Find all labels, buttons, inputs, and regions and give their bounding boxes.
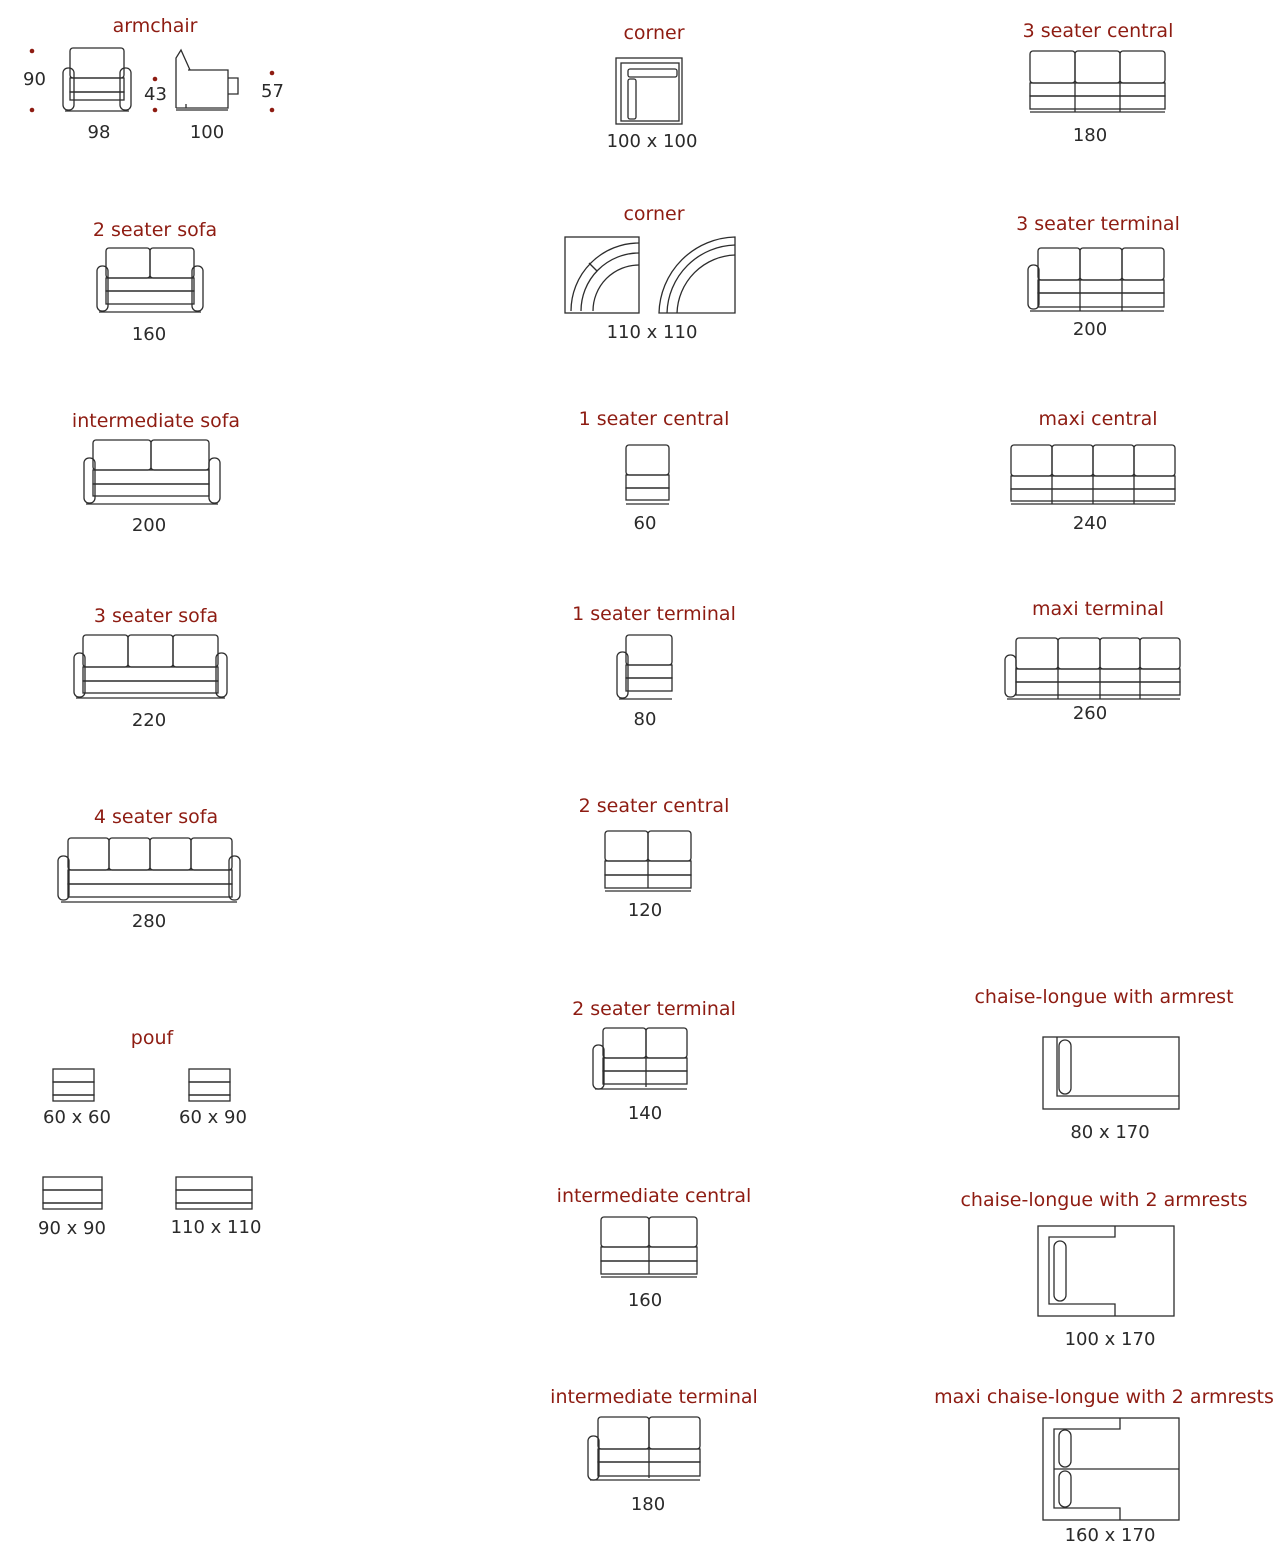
corner1-dim: 100 x 100 [606, 131, 698, 152]
chaise1-diagram [1042, 1036, 1182, 1112]
chaise-maxi-diagram [1042, 1417, 1182, 1523]
pouf-size-1: 60 x 60 [43, 1107, 111, 1128]
c1-central-dim: 60 [633, 513, 657, 534]
armchair-title: armchair [112, 15, 198, 37]
c1-terminal-dim: 80 [633, 709, 657, 730]
sofa4-diagram [57, 838, 243, 906]
armchair-measure-markers [0, 0, 300, 130]
maxi-central-diagram [1010, 444, 1178, 508]
chaise2-diagram [1037, 1225, 1177, 1319]
c3-terminal-diagram [1027, 247, 1167, 315]
int-terminal-title: intermediate terminal [550, 1386, 758, 1408]
c3-central-title: 3 seater central [1022, 20, 1174, 42]
maxi-terminal-title: maxi terminal [1031, 598, 1165, 620]
c3-central-diagram [1029, 50, 1167, 116]
armchair-arm-height-dim: 57 [261, 81, 284, 102]
maxi-terminal-diagram [1004, 637, 1184, 703]
chaise1-dim: 80 x 170 [1070, 1122, 1150, 1143]
chaise2-title: chaise-longue with 2 armrests [960, 1189, 1248, 1211]
sofa-int-diagram [83, 440, 223, 508]
maxi-central-dim: 240 [1072, 513, 1108, 534]
int-central-diagram [600, 1216, 700, 1280]
c2-terminal-diagram [592, 1027, 692, 1093]
c1-terminal-diagram [616, 634, 676, 702]
c3-terminal-title: 3 seater terminal [1016, 213, 1180, 235]
pouf-size-2: 60 x 90 [179, 1107, 247, 1128]
c3-central-dim: 180 [1072, 125, 1108, 146]
sofa4-dim: 280 [131, 911, 167, 932]
armchair-seat-height-dim: 43 [144, 84, 167, 105]
armchair-side-diagram [170, 48, 242, 112]
sofa2-diagram [96, 248, 206, 316]
sofa2-dim: 160 [131, 324, 167, 345]
chaise1-title: chaise-longue with armrest [974, 986, 1234, 1008]
maxi-terminal-dim: 260 [1072, 703, 1108, 724]
c2-central-diagram [604, 830, 694, 894]
sofa2-title: 2 seater sofa [92, 219, 218, 241]
int-central-dim: 160 [627, 1290, 663, 1311]
chaise-maxi-title: maxi chaise-longue with 2 armrests [934, 1386, 1274, 1408]
armchair-front-diagram [62, 48, 132, 114]
c2-terminal-title: 2 seater terminal [572, 998, 736, 1020]
pouf-size-3: 90 x 90 [38, 1218, 106, 1239]
sofa3-diagram [73, 635, 229, 701]
c2-terminal-dim: 140 [627, 1103, 663, 1124]
pouf-size-4: 110 x 110 [170, 1217, 262, 1238]
pouf-110x110-diagram [175, 1176, 254, 1211]
sofa3-title: 3 seater sofa [93, 605, 219, 627]
corner1-diagram [615, 57, 685, 127]
pouf-60x90-diagram [188, 1068, 232, 1103]
c1-terminal-title: 1 seater terminal [572, 603, 736, 625]
c3-terminal-dim: 200 [1072, 319, 1108, 340]
c1-central-title: 1 seater central [578, 408, 730, 430]
sofa-int-dim: 200 [131, 515, 167, 536]
pouf-60x60-diagram [52, 1068, 96, 1103]
int-terminal-diagram [587, 1416, 705, 1484]
c2-central-dim: 120 [627, 900, 663, 921]
corner2-title: corner [623, 203, 685, 225]
sofa4-title: 4 seater sofa [93, 806, 219, 828]
chaise-maxi-dim: 160 x 170 [1064, 1525, 1156, 1546]
pouf-90x90-diagram [42, 1176, 104, 1211]
sofa-int-title: intermediate sofa [71, 410, 241, 432]
corner1-title: corner [623, 22, 685, 44]
armchair-depth-dim: 100 [189, 122, 225, 143]
c2-central-title: 2 seater central [578, 795, 730, 817]
armchair-width-dim: 98 [87, 122, 111, 143]
pouf-title: pouf [130, 1027, 174, 1049]
int-central-title: intermediate central [556, 1185, 752, 1207]
sofa3-dim: 220 [131, 710, 167, 731]
c1-central-diagram [625, 444, 671, 506]
armchair-height-dim: 90 [23, 69, 46, 90]
maxi-central-title: maxi central [1038, 408, 1158, 430]
corner2-diagram [563, 235, 741, 317]
int-terminal-dim: 180 [630, 1494, 666, 1515]
corner2-dim: 110 x 110 [606, 322, 698, 343]
chaise2-dim: 100 x 170 [1064, 1329, 1156, 1350]
